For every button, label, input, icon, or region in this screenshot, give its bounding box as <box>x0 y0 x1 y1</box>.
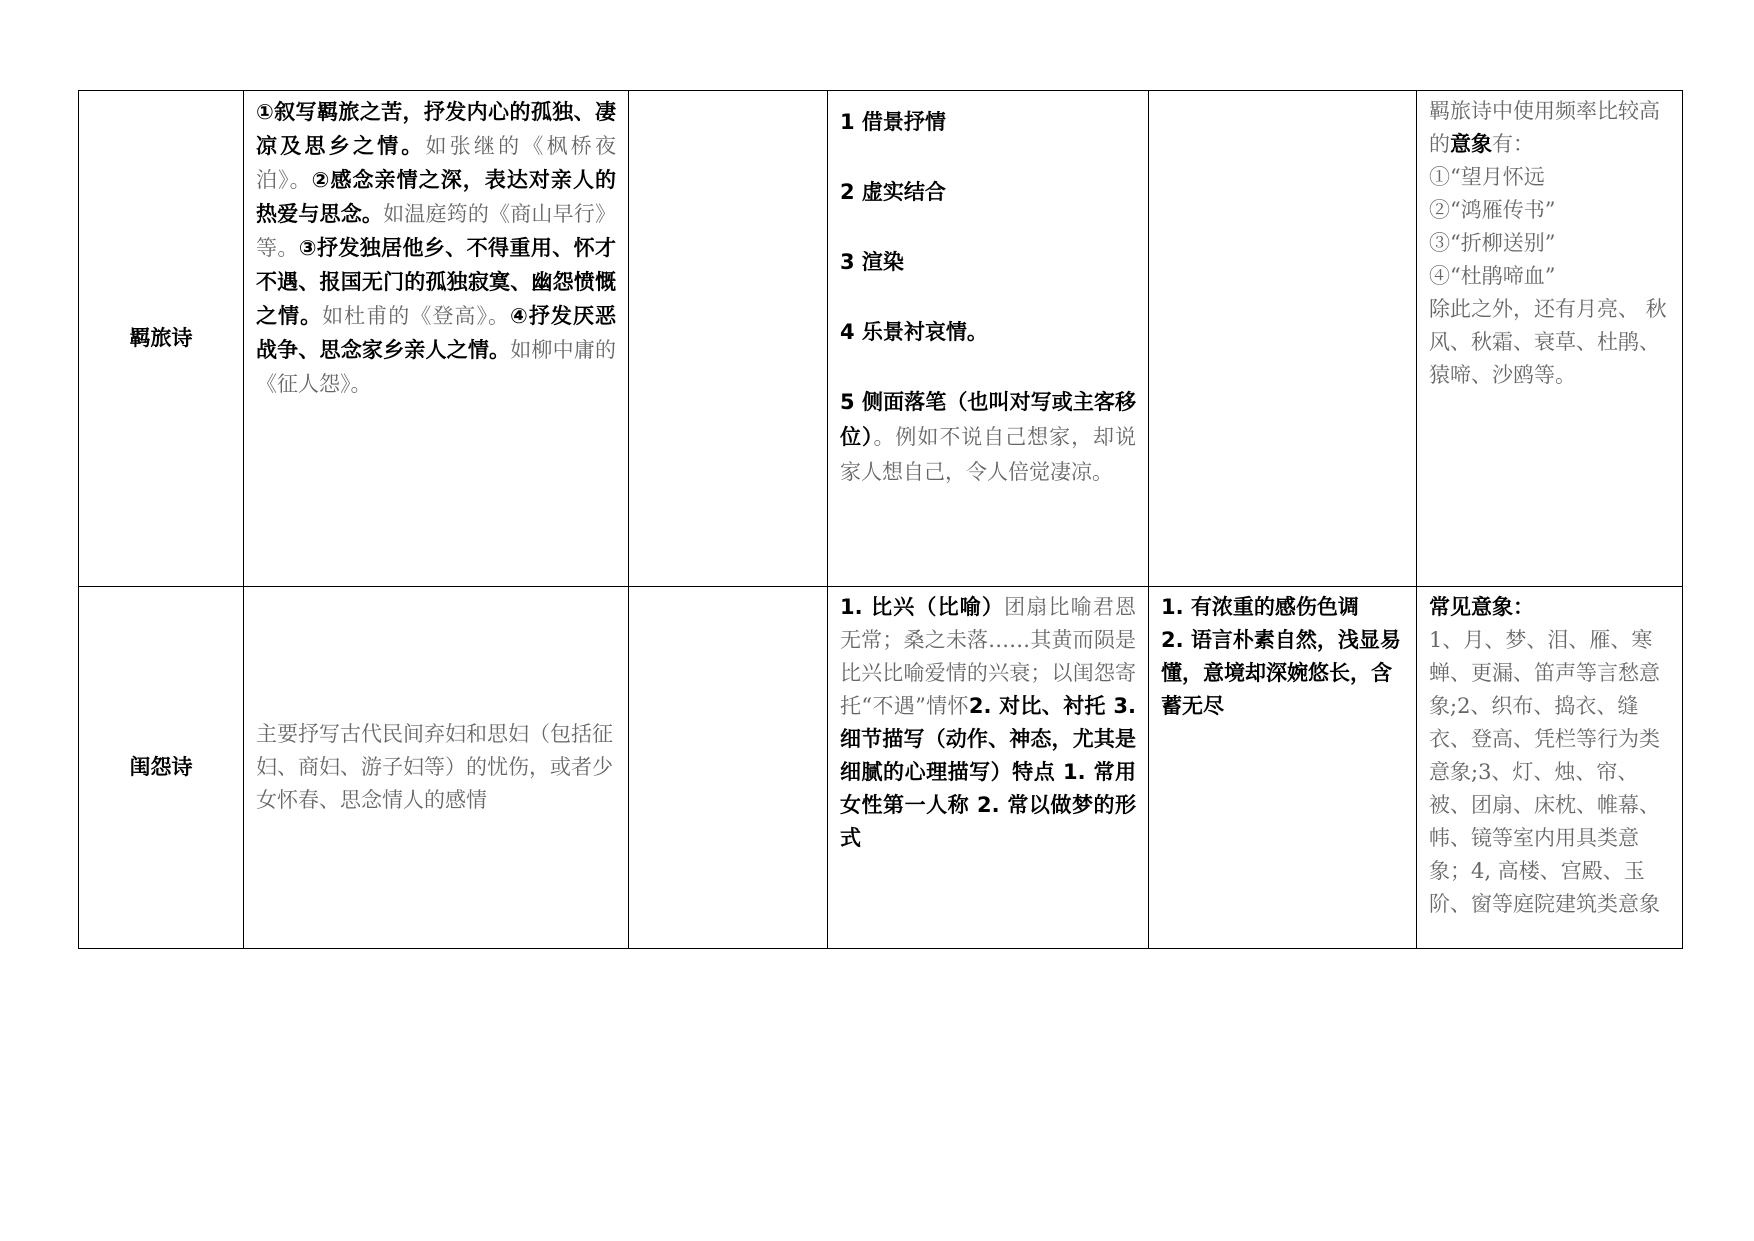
content-text: 主要抒写古代民间弃妇和思妇（包括征妇、商妇、游子妇等）的忧伤，或者少女怀春、思念情人的感情 <box>256 722 613 812</box>
technique-1: 1 借景抒情 <box>840 110 946 134</box>
technique-5-title: 5 侧面落笔（也叫对写或主客移位） <box>840 390 1136 449</box>
imagery-cell <box>1417 91 1683 587</box>
content-cell <box>244 587 629 949</box>
genre-cell <box>79 587 244 949</box>
genre-cell <box>79 91 244 587</box>
example-1: 如张继的《枫桥夜泊》。 <box>256 134 616 192</box>
technique-features: 2. 对比、衬托 3. 细节描写（动作、神态，尤其是细腻的心理描写）特点 1. 常用女性第一人称 2. 常以做梦的形式 <box>840 694 1136 850</box>
theme-1: ①叙写羁旅之苦，抒发内心的孤独、凄凉及思乡之情。 <box>256 100 616 158</box>
imagery-item: ②“鸿雁传书” <box>1429 198 1556 222</box>
poetry-table <box>78 90 1683 949</box>
example-2: 如温庭筠的《商山早行》等。 <box>256 202 616 260</box>
imagery-keyword: 意象 <box>1450 132 1492 156</box>
imagery-intro-text: 羁旅诗中使用频率比较高的 <box>1429 99 1660 156</box>
technique-3: 3 渲染 <box>840 250 904 274</box>
content-cell <box>244 91 629 587</box>
imagery-intro <box>1429 95 1670 161</box>
table-row-boudoir-poetry <box>79 587 1683 949</box>
imagery-extra: 除此之外，还有月亮、 秋风、秋霜、衰草、杜鹃、猿啼、沙鸥等。 <box>1429 297 1667 387</box>
techniques-cell <box>828 587 1149 949</box>
example-3: 如杜甫的《登高》。 <box>322 304 511 328</box>
language-point-2: 2. 语言朴素自然，浅显易懂，意境却深婉悠长，含蓄无尽 <box>1161 628 1401 718</box>
language-point-1: 1. 有浓重的感伤色调 <box>1161 595 1359 619</box>
technique-2: 2 虚实结合 <box>840 180 946 204</box>
techniques-cell <box>828 91 1149 587</box>
example-4: 如柳中庸的《征人怨》。 <box>256 338 616 396</box>
empty-cell <box>629 587 828 949</box>
imagery-intro-suffix: 有： <box>1492 132 1534 156</box>
genre-label: 闺怨诗 <box>129 755 193 779</box>
technique-desc: 团扇比喻君恩无常；桑之未落……其黄而陨是比兴比喻爱情的兴衰；以闺怨寄托“不遇”情怀 <box>840 595 1136 718</box>
imagery-body: 1、月、梦、泪、雁、寒蝉、更漏、笛声等言愁意象;2、织布、捣衣、缝衣、登高、凭栏等行为类意象;3、灯、烛、帘、被、团扇、床枕、帷幕、帏、镜等室内用具类意象；4, 高楼、宫殿、玉阶、窗等庭院建筑类意象 <box>1429 628 1660 916</box>
imagery-cell <box>1417 587 1683 949</box>
language-cell <box>1149 587 1417 949</box>
imagery-item: ④“杜鹃啼血” <box>1429 264 1556 288</box>
theme-2: ②感念亲情之深，表达对亲人的热爱与思念。 <box>256 168 617 226</box>
technique-4: 4 乐景衬哀情。 <box>840 320 988 344</box>
technique-title: 1. 比兴（比喻） <box>840 595 1005 619</box>
imagery-item: ③“折柳送别” <box>1429 231 1556 255</box>
theme-3: ③抒发独居他乡、不得重用、怀才不遇、报国无门的孤独寂寞、幽怨愤慨之情。 <box>256 236 617 328</box>
genre-label: 羁旅诗 <box>129 326 193 350</box>
imagery-item: ①“望月怀远 <box>1429 165 1545 189</box>
language-cell <box>1149 91 1417 587</box>
table-row-travel-poetry <box>79 91 1683 587</box>
imagery-heading: 常见意象： <box>1429 595 1534 619</box>
empty-cell <box>629 91 828 587</box>
theme-4: ④抒发厌恶战争、思念家乡亲人之情。 <box>256 304 617 362</box>
technique-5 <box>840 385 1136 490</box>
technique-5-desc: 。例如不说自己想家，却说家人想自己，令人倍觉凄凉。 <box>840 425 1137 484</box>
